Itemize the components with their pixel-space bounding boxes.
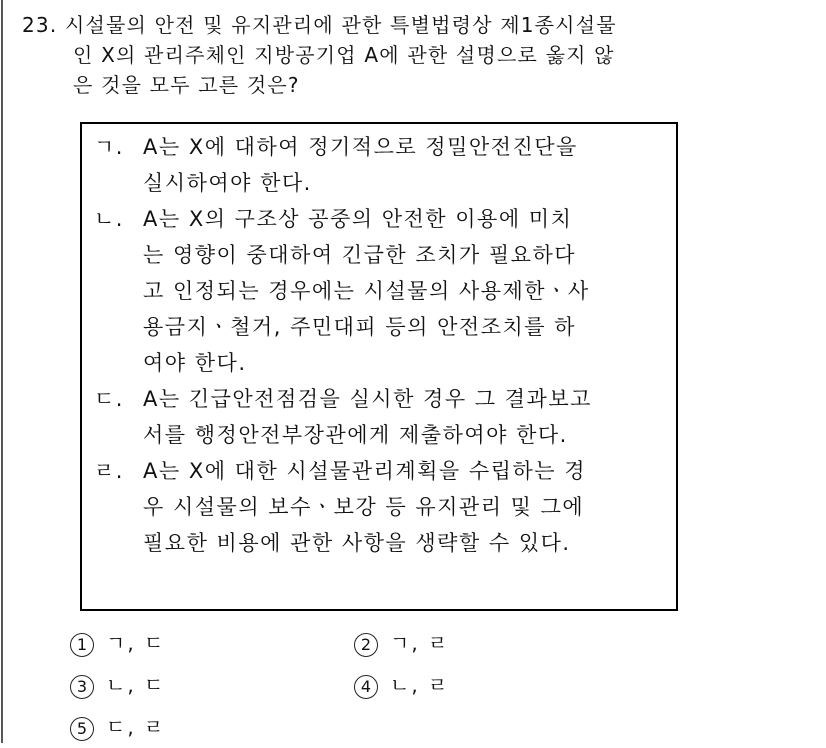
question-line-2: 인 X의 관리주체인 지방공기업 A에 관한 설명으로 옳지 않 <box>73 43 615 67</box>
question-line-3: 은 것을 모두 고른 것은? <box>73 73 300 97</box>
statement-marker: ㄱ. <box>94 135 124 159</box>
question-number: 23. <box>22 13 58 37</box>
option-text: ㄱ, ㄷ <box>106 631 166 655</box>
statement-line: A는 긴급안전점검을 실시한 경우 그 결과보고 <box>143 387 592 411</box>
option-2[interactable] <box>354 622 449 664</box>
statement-marker: ㄴ. <box>94 207 124 231</box>
statement-line: 는 영향이 중대하여 긴급한 조치가 필요하다 <box>143 243 577 267</box>
option-number-circle: 2 <box>354 633 378 657</box>
statement-marker: ㄷ. <box>94 387 124 411</box>
statements-box <box>80 122 678 611</box>
statement-line: 고 인정되는 경우에는 시설물의 사용제한ㆍ사 <box>143 279 590 303</box>
statement-b <box>94 201 590 381</box>
option-5[interactable] <box>70 706 165 748</box>
option-3[interactable] <box>70 664 165 706</box>
option-text: ㄱ, ㄹ <box>390 631 450 655</box>
page-left-border <box>1 0 3 743</box>
option-number-circle: 5 <box>70 717 94 741</box>
option-text: ㄴ, ㄹ <box>390 673 450 697</box>
statement-c <box>94 381 592 453</box>
statement-line: 우 시설물의 보수ㆍ보강 등 유지관리 및 그에 <box>143 495 585 519</box>
option-1[interactable] <box>70 622 165 664</box>
question-line-1 <box>22 10 812 40</box>
statement-line: 서를 행정안전부장관에게 제출하여야 한다. <box>143 423 568 447</box>
option-text: ㄷ, ㄹ <box>106 715 166 739</box>
statement-line: A는 X에 대한 시설물관리계획을 수립하는 경 <box>143 459 586 483</box>
question-stem <box>22 10 812 100</box>
option-text: ㄴ, ㄷ <box>106 673 166 697</box>
statement-line: 실시하여야 한다. <box>143 171 312 195</box>
option-number-circle: 1 <box>70 633 94 657</box>
statement-marker: ㄹ. <box>94 459 124 483</box>
statement-a <box>94 129 578 201</box>
statement-d <box>94 453 586 561</box>
statement-line: A는 X에 대하여 정기적으로 정밀안전진단을 <box>143 135 578 159</box>
statement-line: 필요한 비용에 관한 사항을 생략할 수 있다. <box>143 531 571 555</box>
question-text-1: 시설물의 안전 및 유지관리에 관한 특별법령상 제1종시설물 <box>64 13 617 37</box>
statement-line: 여야 한다. <box>143 351 247 375</box>
option-number-circle: 4 <box>354 675 378 699</box>
statement-line: A는 X의 구조상 공중의 안전한 이용에 미치 <box>143 207 573 231</box>
option-number-circle: 3 <box>70 675 94 699</box>
statement-line: 용금지ㆍ철거, 주민대피 등의 안전조치를 하 <box>143 315 577 339</box>
option-4[interactable] <box>354 664 449 706</box>
